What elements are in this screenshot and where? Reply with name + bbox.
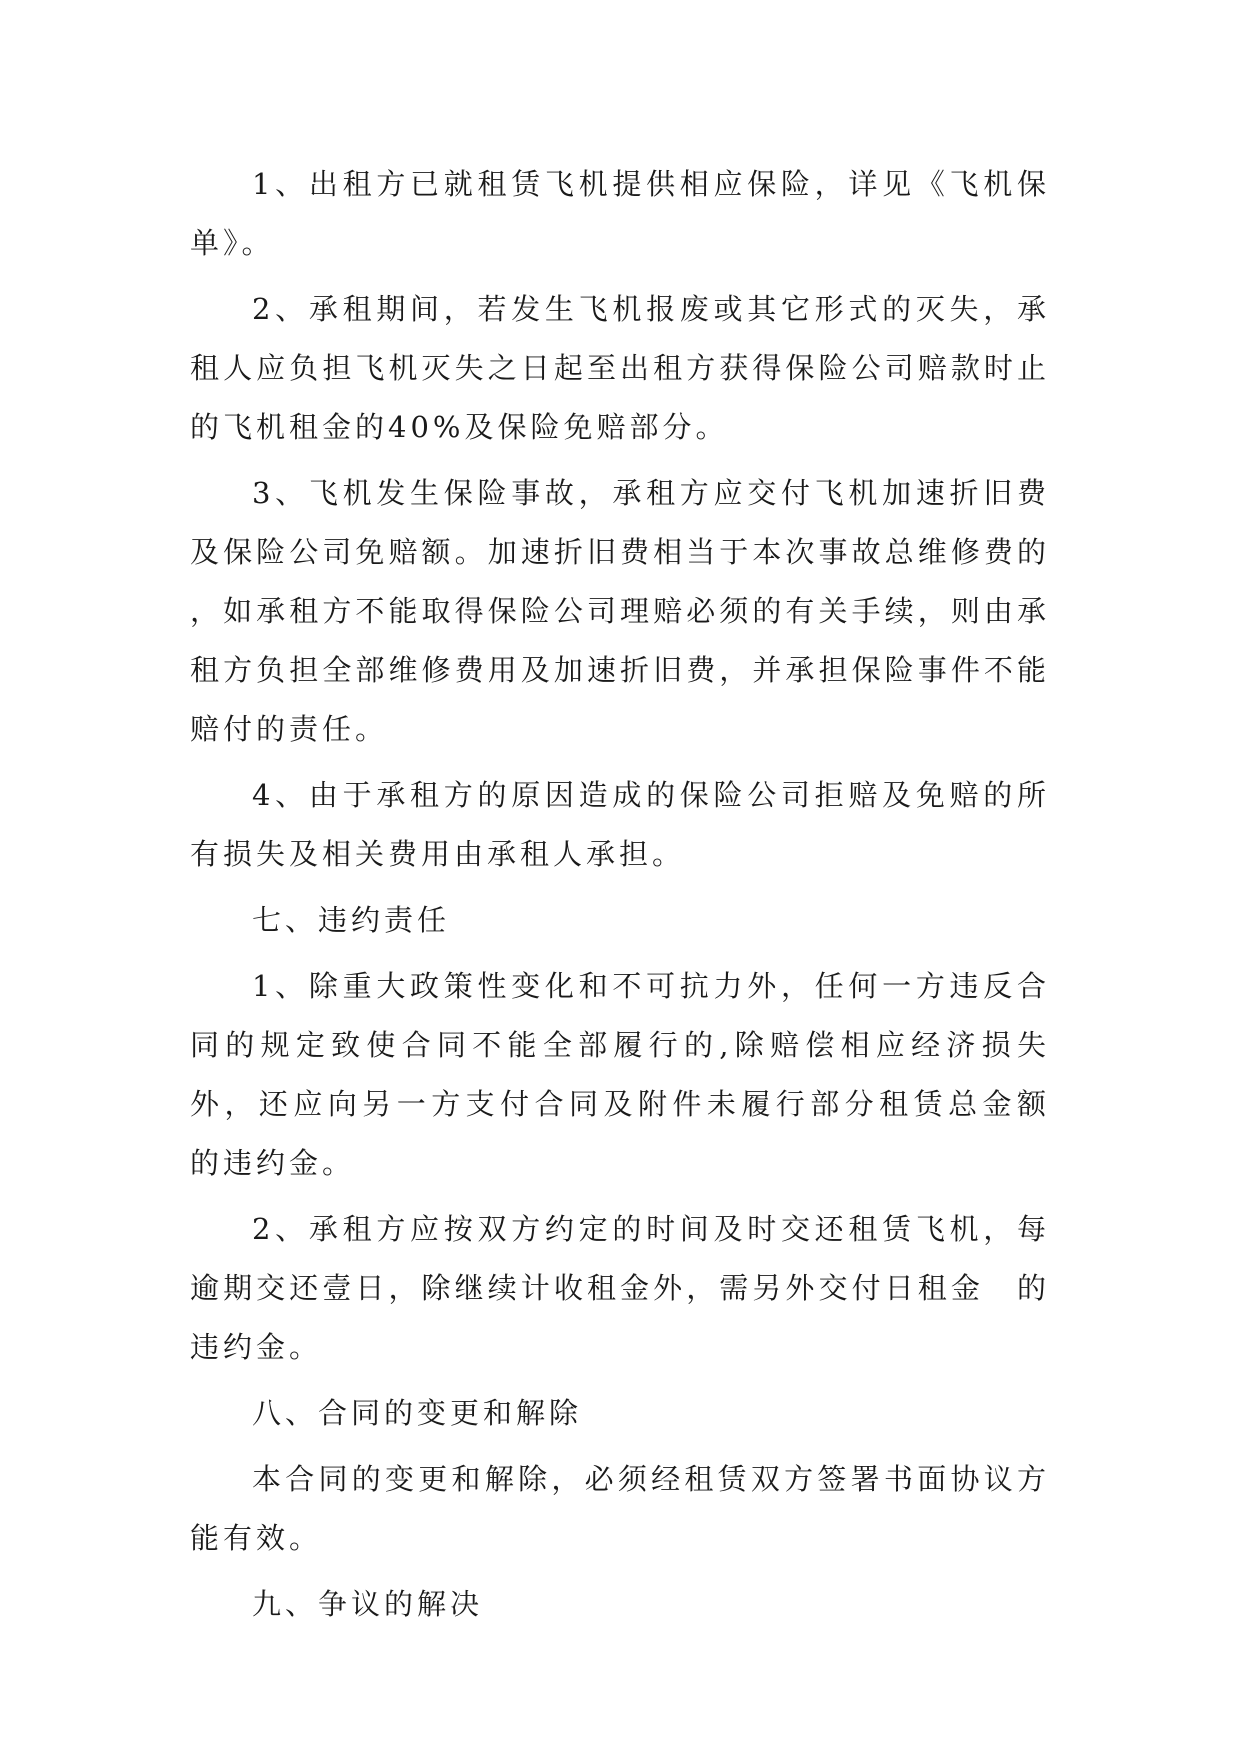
clause-aircraft-loss: 2、承租期间，若发生飞机报废或其它形式的灭失，承租人应负担飞机灭失之日起至出租方获得保险公司赔款时止的飞机租金的40%及保险免赔部分。 [190, 292, 1050, 444]
clause-late-return: 2、承租方应按双方约定的时间及时交还租赁飞机，每逾期交还壹日，除继续计收租金外，需另外交付日租金 的违约金。 [190, 1212, 1050, 1364]
section-heading-amendment: 八、合同的变更和解除 [252, 1396, 583, 1430]
section-heading-breach: 七、违约责任 [252, 903, 451, 937]
section-heading-dispute: 九、争议的解决 [252, 1587, 484, 1621]
clause-breach-penalty: 1、除重大政策性变化和不可抗力外，任何一方违反合同的规定致使合同不能全部履行的,除赔偿相应经济损失外，还应向另一方支付合同及附件未履行部分租赁总金额 的违约金。 [190, 969, 1084, 1180]
document-body [190, 155, 1084, 1641]
clause-amendment: 本合同的变更和解除，必须经租赁双方签署书面协议方能有效。 [190, 1462, 1050, 1555]
clause-insurance-policy: 1、出租方已就租赁飞机提供相应保险，详见《飞机保单》。 [190, 167, 1050, 260]
clause-claim-refusal: 4、由于承租方的原因造成的保险公司拒赔及免赔的所有损失及相关费用由承租人承担。 [190, 778, 1050, 871]
clause-insurance-accident: 3、飞机发生保险事故，承租方应交付飞机加速折旧费及保险公司免赔额。加速折旧费相当于本次事故总维修费的 ，如承租方不能取得保险公司理赔必须的有关手续，则由承租方负担全部维修费用及加速折旧费，并承担保险事件不能赔付的责任。 [190, 476, 1050, 746]
